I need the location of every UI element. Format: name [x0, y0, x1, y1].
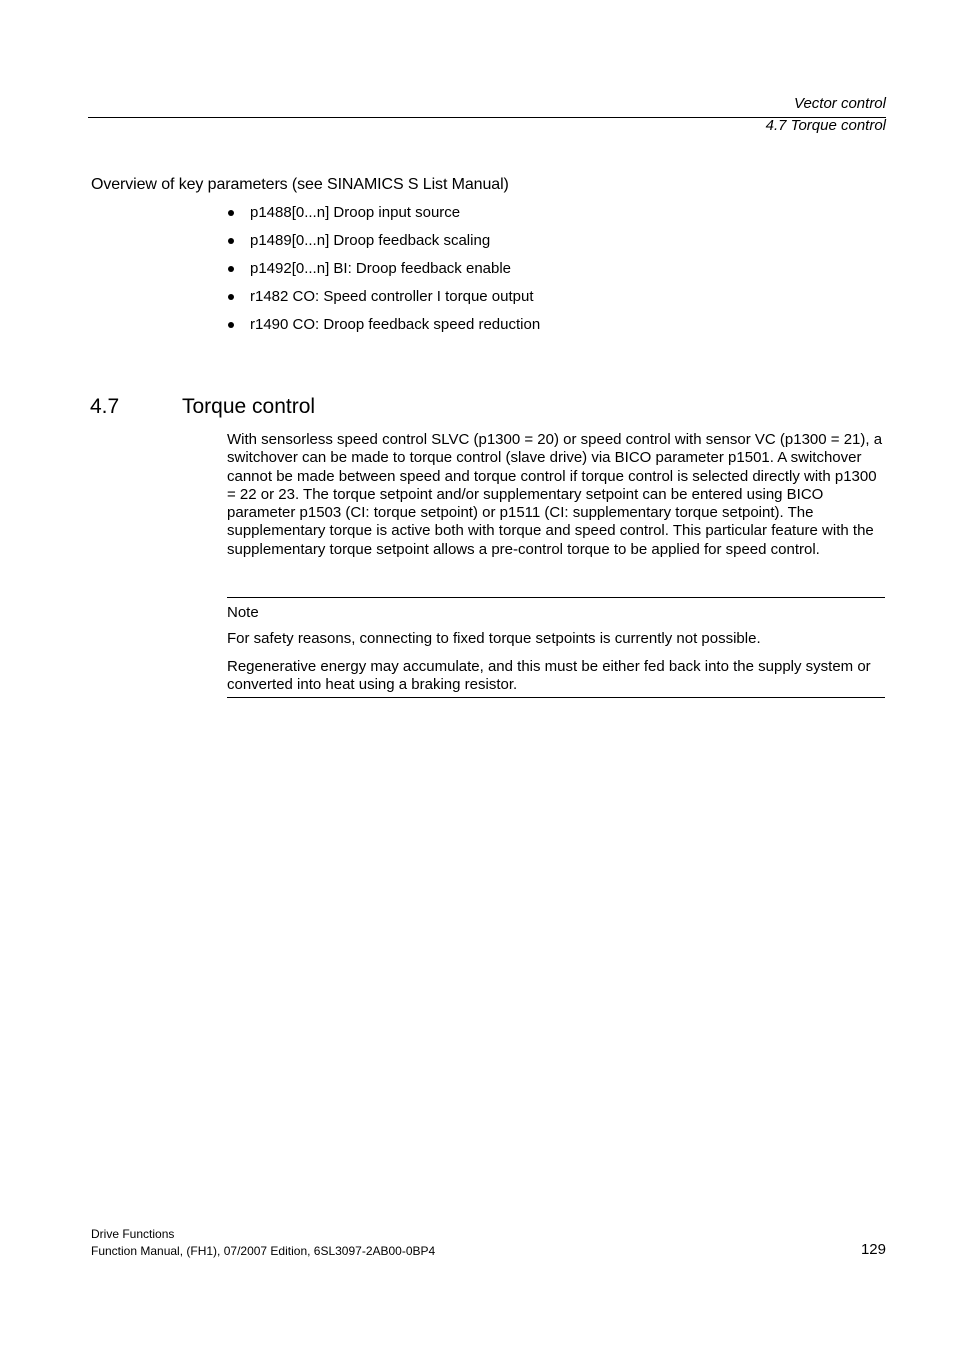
- page-number: 129: [860, 1241, 886, 1258]
- bullet-icon: [228, 294, 234, 300]
- footer-edition: Function Manual, (FH1), 07/2007 Edition, 6SL3097-2AB00-0BP4: [91, 1244, 436, 1258]
- note-text-safety: For safety reasons, connecting to fixed torque setpoints is currently not possible.: [227, 630, 761, 647]
- bullet-icon: [228, 210, 234, 216]
- list-item: [227, 315, 540, 343]
- overview-heading: Overview of key parameters (see SINAMICS S List Manual): [91, 176, 509, 193]
- note-box: [227, 597, 885, 698]
- footer-document-title: Drive Functions: [91, 1227, 175, 1241]
- list-item-text: p1489[0...n] Droop feedback scaling: [250, 232, 491, 249]
- section-number: 4.7: [90, 395, 120, 418]
- list-item-text: p1488[0...n] Droop input source: [250, 204, 461, 221]
- bullet-icon: [228, 238, 234, 244]
- list-item-text: r1490 CO: Droop feedback speed reduction: [250, 316, 541, 333]
- header-chapter-title: Vector control: [794, 95, 886, 112]
- bullet-icon: [228, 266, 234, 272]
- bullet-icon: [228, 322, 234, 328]
- list-item: [227, 231, 540, 259]
- list-item: [227, 287, 540, 315]
- note-title: Note: [227, 604, 259, 621]
- list-item: [227, 203, 540, 231]
- note-text-regenerative: Regenerative energy may accumulate, and this must be either fed back into the supply system or converted into heat using a braking resistor.: [227, 658, 871, 693]
- parameter-list: [227, 203, 540, 343]
- section-body-paragraph: With sensorless speed control SLVC (p1300 = 20) or speed control with sensor VC (p1300 = 21), a switchover can be made to torque control (slave drive) via BICO parameter p1501. A switchover cannot be made between speed and torque control if torque control is selected directly with p1300 = 22 or 23. The torque setpoint and/or supplementary setpoint can be entered using BICO parameter p1503 (CI: torque setpoint) or p1511 (CI: supplementary torque setpoint). The supplementary torque is active both with torque and speed control. This particular feature with the supplementary torque setpoint allows a pre-control torque to be applied for speed control.: [227, 431, 883, 558]
- list-item-text: r1482 CO: Speed controller I torque output: [250, 288, 534, 305]
- list-item: [227, 259, 540, 287]
- list-item-text: p1492[0...n] BI: Droop feedback enable: [250, 260, 512, 277]
- section-title: Torque control: [182, 395, 316, 418]
- header-section-title: 4.7 Torque control: [765, 117, 886, 134]
